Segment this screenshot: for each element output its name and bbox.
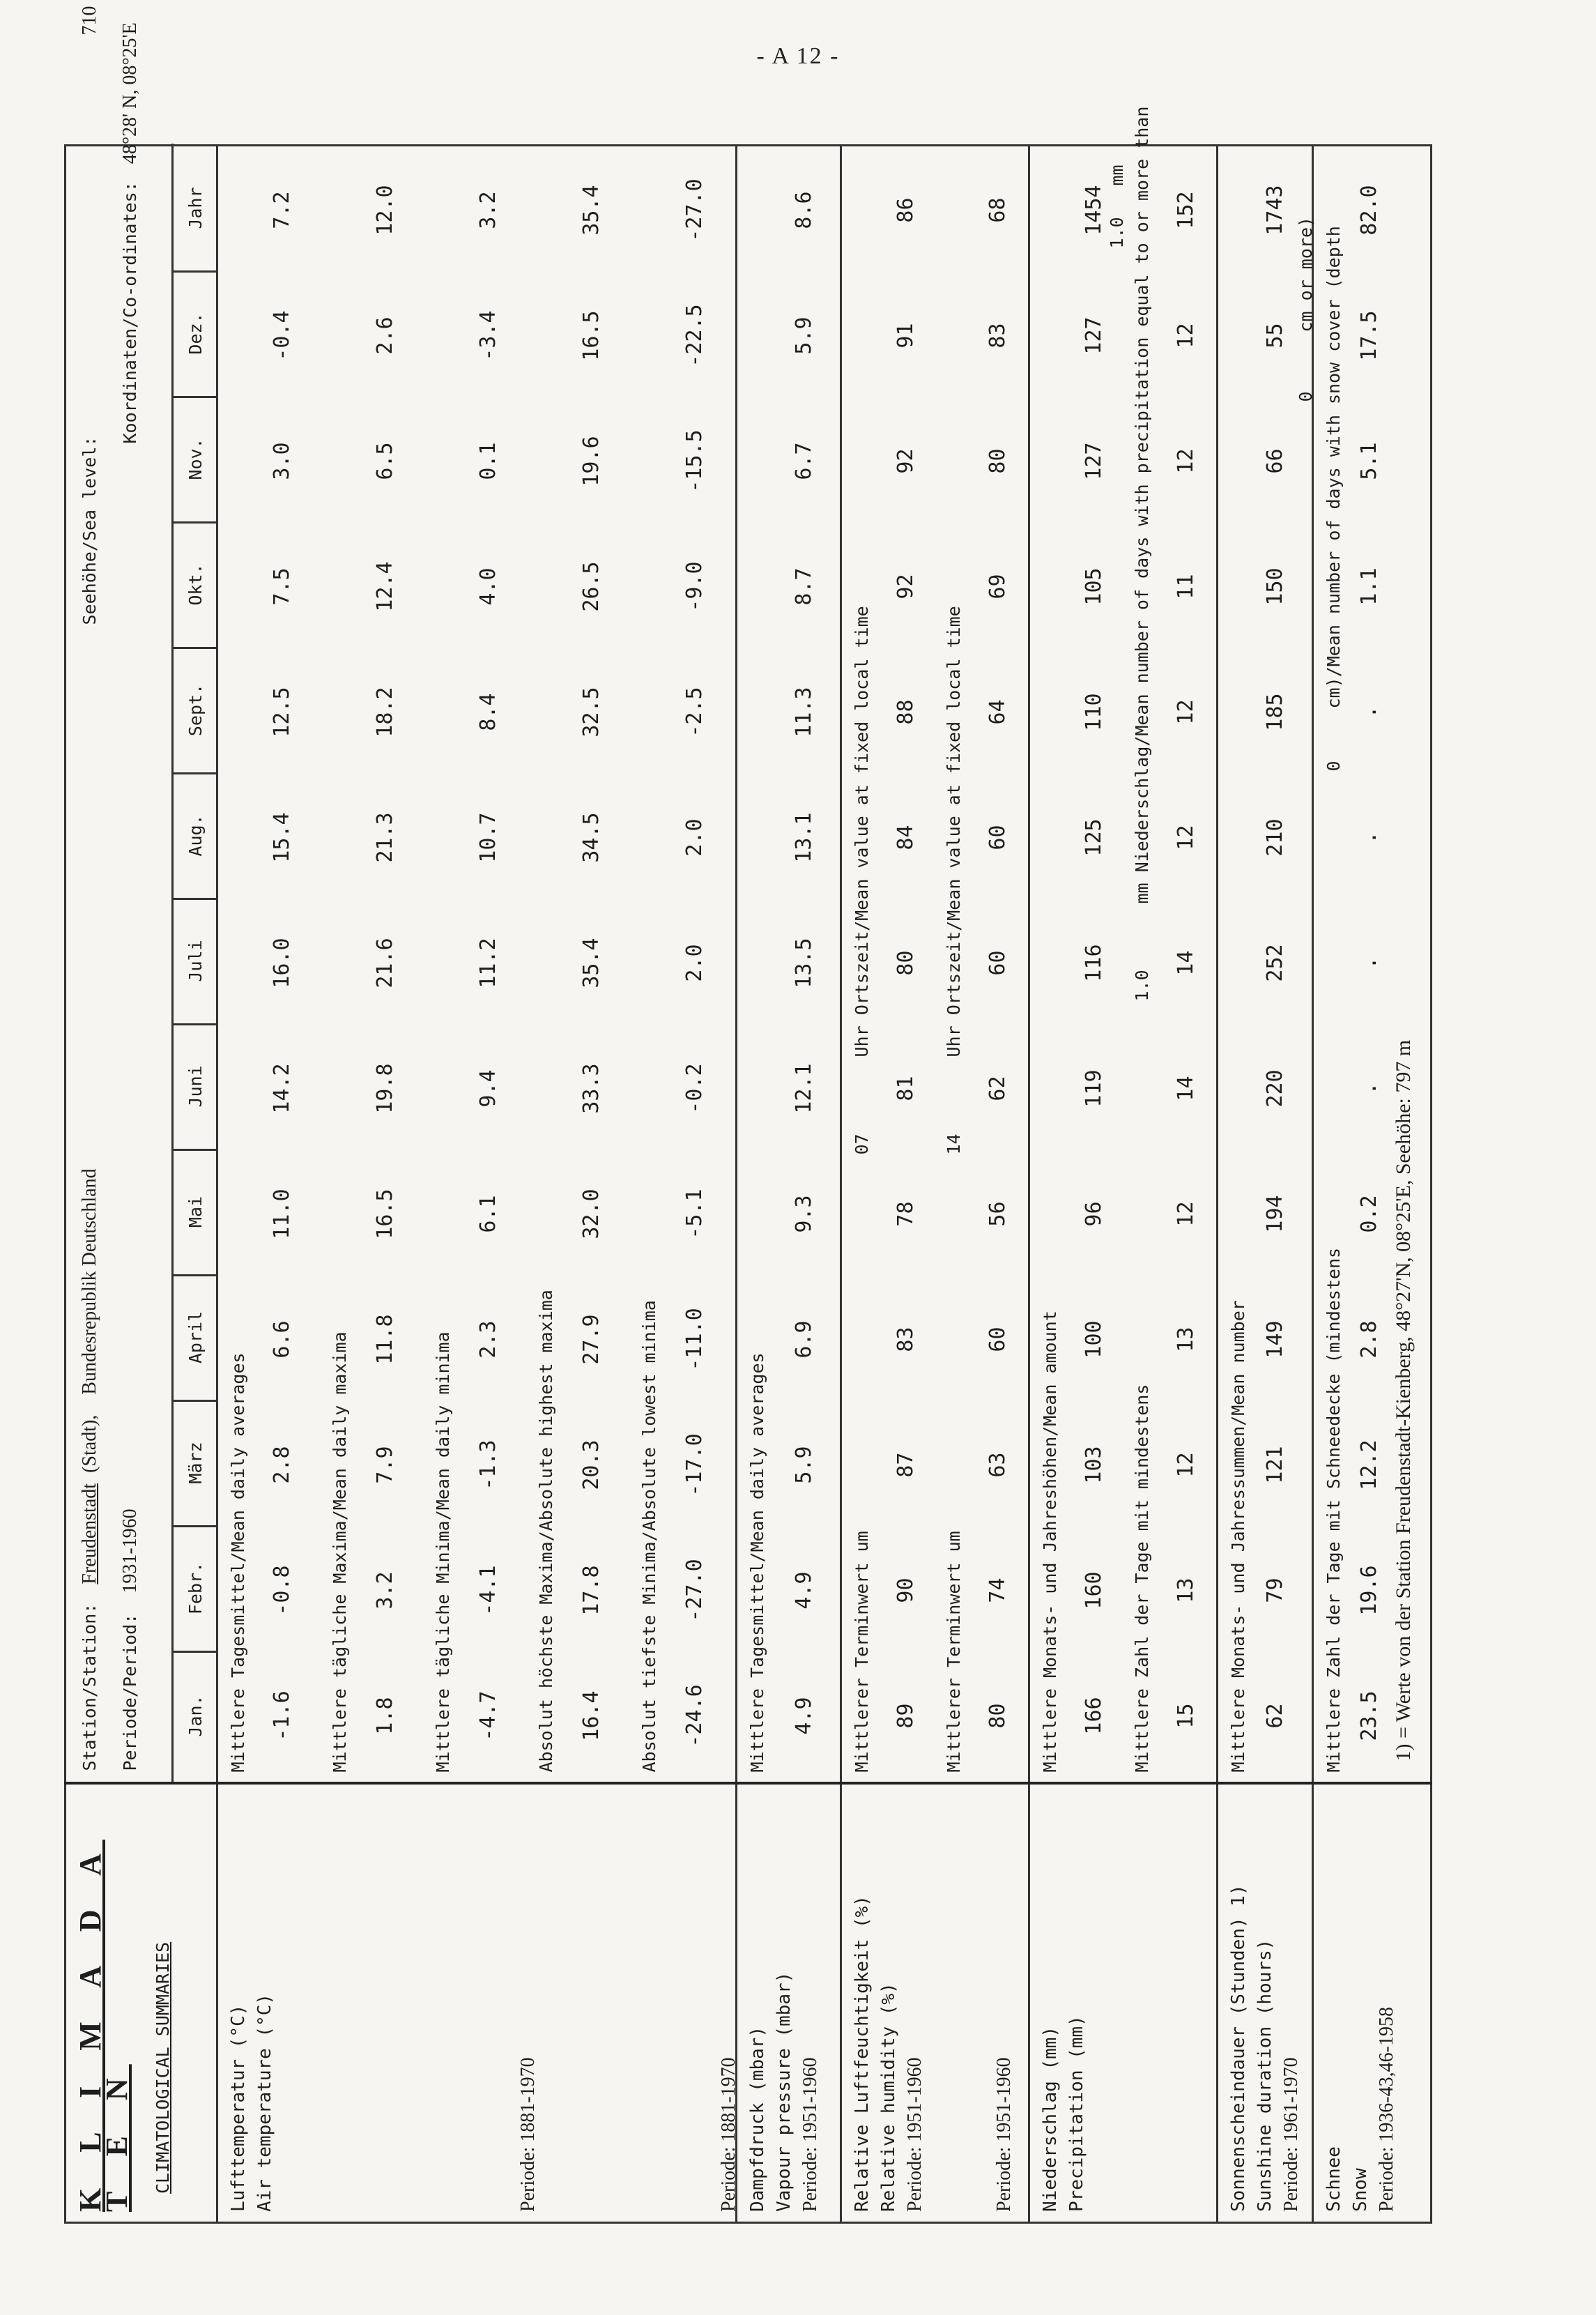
precip-amount-4: 96 (1082, 1201, 1106, 1227)
snow-value-0: 23.5 (1357, 1690, 1381, 1741)
vapour-value-6: 13.5 (792, 938, 816, 988)
temp-mean-2: 2.8 (270, 1446, 294, 1484)
precip-days-7: 12 (1174, 825, 1198, 850)
month-header-2: März (174, 1400, 218, 1528)
temp-min-7: 10.7 (476, 812, 500, 863)
vapour-value-1: 4.9 (792, 1571, 816, 1610)
sunshine-value-10: 66 (1263, 448, 1287, 474)
station-name: Freudenstadt (79, 1483, 100, 1584)
footnote: 1) = Werte von der Station Freudenstadt-Kienberg, 48°27'N, 08°25'E, Seehöhe: 797 m (1392, 1039, 1415, 1762)
precip-days-8: 12 (1174, 699, 1198, 725)
humidity-data-cell (841, 146, 1029, 1784)
snow-value-4: 0.2 (1357, 1195, 1381, 1233)
temp-mean-7: 15.4 (270, 812, 294, 863)
temp-max-11: 2.6 (373, 316, 397, 355)
humidity-period: Periode: 1951-1960 (904, 2057, 926, 2212)
snow-value-8: . (1357, 705, 1381, 719)
temp-mean-10: 3.0 (270, 442, 294, 480)
month-header-3: April (174, 1275, 218, 1403)
vapour-label-de: Dampfdruck (mbar) (747, 2026, 768, 2212)
humidity-14-0: 80 (985, 1703, 1010, 1729)
humidity-14-hour: 14 (944, 1133, 964, 1155)
sea-level-value: 710 (79, 6, 100, 36)
sunshine-value-8: 185 (1263, 693, 1287, 731)
humidity-07-hour: 07 (852, 1133, 872, 1155)
temp-absmin-9: -9.0 (682, 561, 707, 612)
temperature-data-cell (217, 146, 737, 1784)
precip-amount-12: 1454 (1082, 185, 1106, 236)
precip-amount-10: 127 (1082, 442, 1106, 480)
month-header-10: Nov. (174, 397, 218, 524)
precip-days-0: 15 (1174, 1703, 1198, 1729)
vapour-period: Periode: 1951-1960 (799, 2057, 821, 2212)
temp-mean-8: 12.5 (270, 687, 294, 738)
temp-absmax-10: 19.6 (579, 436, 604, 487)
vapour-value-10: 6.7 (792, 442, 816, 480)
temp-min-8: 8.4 (476, 693, 500, 731)
sea-level-line (79, 0, 101, 625)
temp-min-2: -1.3 (476, 1439, 500, 1490)
sunshine-label: Mittlere Monats- und Jahressummen/Mean number (1228, 1300, 1248, 1773)
temp-mean-1: -0.8 (270, 1565, 294, 1616)
temp-absmax-2: 20.3 (579, 1439, 604, 1490)
vapour-value-7: 13.1 (792, 812, 816, 863)
sunshine-period: Periode: 1961-1970 (1280, 2057, 1302, 2212)
snow-value-6: . (1357, 956, 1381, 970)
snow-value-7: . (1357, 831, 1381, 844)
month-header-6: Juli (174, 899, 218, 1026)
humidity-07-10: 92 (893, 448, 918, 474)
period-label: Periode/Period: (120, 1613, 140, 1771)
temp-absmin-8: -2.5 (682, 687, 707, 738)
month-header-5: Juni (174, 1024, 218, 1152)
precip-amount-8: 110 (1082, 693, 1106, 731)
snow-value-10: 5.1 (1357, 442, 1381, 480)
temp-absmax-5: 33.3 (579, 1063, 604, 1114)
humidity-07-4: 78 (893, 1201, 918, 1227)
precip-days-5: 14 (1174, 1076, 1198, 1101)
snow-value-1: 19.6 (1357, 1565, 1381, 1616)
humidity-07-0: 89 (893, 1703, 918, 1729)
humidity-14-label-b: Uhr Ortszeit/Mean value at fixed local time (944, 606, 964, 1057)
temp-max-9: 12.4 (373, 561, 397, 612)
snow-value-11: 17.5 (1357, 310, 1381, 361)
month-header-11: Dez. (174, 271, 218, 399)
station-label: Station/Station: (79, 1603, 100, 1771)
humidity-07-label-a: Mittlerer Terminwert um (852, 1531, 872, 1773)
period-value: 1931-1960 (119, 1508, 141, 1594)
sunshine-label-cell (1218, 1784, 1313, 2223)
vapour-value-9: 8.7 (792, 567, 816, 606)
temp-absmax-12: 35.4 (579, 185, 604, 236)
sunshine-value-3: 149 (1263, 1320, 1287, 1359)
temp-absmax-0: 16.4 (579, 1690, 604, 1741)
snow-depth: 0 (1323, 761, 1344, 772)
sunshine-value-2: 121 (1263, 1446, 1287, 1484)
humidity-14-3: 60 (985, 1327, 1010, 1352)
humidity-label-de: Relative Luftfeuchtigkeit (%) (852, 1895, 873, 2212)
vapour-value-0: 4.9 (792, 1697, 816, 1735)
precip-amount-0: 166 (1082, 1697, 1106, 1735)
sunshine-value-11: 55 (1263, 323, 1287, 349)
sunshine-value-5: 220 (1263, 1069, 1287, 1108)
precip-days-6: 14 (1174, 950, 1198, 976)
sunshine-value-0: 62 (1263, 1703, 1287, 1729)
precip-amount-5: 119 (1082, 1069, 1106, 1108)
precip-amount-label: Mittlere Monats- und Jahreshöhen/Mean amount (1040, 1311, 1060, 1773)
snow-value-2: 12.2 (1357, 1439, 1381, 1490)
humidity-07-11: 91 (893, 323, 918, 349)
humidity-14-2: 63 (985, 1452, 1010, 1478)
temp-mean-4: 11.0 (270, 1189, 294, 1239)
temp-mean-9: 7.5 (270, 567, 294, 606)
precip-days-1: 13 (1174, 1577, 1198, 1603)
sunshine-label-de: Sonnenscheindauer (Stunden) 1) (1228, 1884, 1249, 2212)
month-header-row (171, 144, 218, 1782)
humidity-14-1: 74 (985, 1577, 1010, 1603)
temp-min-9: 4.0 (476, 567, 500, 606)
humidity-14-5: 62 (985, 1076, 1010, 1101)
temp-absmin-0: -24.6 (682, 1684, 707, 1748)
temp-absmin-5: -0.2 (682, 1063, 707, 1114)
temperature-period-2: Periode: 1881-1970 (718, 2057, 739, 2212)
temp-absmax-3: 27.9 (579, 1314, 604, 1365)
vapour-value-11: 5.9 (792, 316, 816, 355)
sunshine-value-4: 194 (1263, 1195, 1287, 1233)
precip-days-3: 13 (1174, 1327, 1198, 1352)
temp-max-label: Mittlere tägliche Maxima/Mean daily maxima (330, 1331, 350, 1773)
title-cell (66, 1784, 217, 2223)
month-header-12: Jahr (174, 146, 218, 273)
snow-data-cell (1296, 146, 1432, 1784)
precip-days-threshold-2: 1.0 (1107, 217, 1127, 249)
sunshine-value-6: 252 (1263, 944, 1287, 982)
humidity-07-9: 92 (893, 574, 918, 599)
temp-absmax-6: 35.4 (579, 938, 604, 988)
humidity-label-en: Relative humidity (%) (878, 1982, 899, 2212)
temp-min-0: -4.7 (476, 1690, 500, 1741)
climatological-summaries-subtitle: CLIMATOLOGICAL SUMMARIES (153, 1941, 173, 2194)
month-header-0: Jan. (185, 1695, 206, 1737)
sunshine-value-7: 210 (1263, 818, 1287, 857)
temp-absmin-2: -17.0 (682, 1433, 707, 1497)
precip-days-4: 12 (1174, 1201, 1198, 1227)
temp-absmin-3: -11.0 (682, 1308, 707, 1371)
humidity-07-6: 80 (893, 950, 918, 976)
vapour-value-5: 12.1 (792, 1063, 816, 1114)
temp-mean-3: 6.6 (270, 1320, 294, 1359)
precip-amount-6: 116 (1082, 944, 1106, 982)
snow-label-a: Mittlere Zahl der Tage mit Schneedecke (mindestens (1323, 1247, 1344, 1773)
sunshine-value-1: 79 (1263, 1577, 1287, 1603)
station-line (79, 1168, 101, 1771)
precip-days-10: 12 (1174, 448, 1198, 474)
humidity-14-7: 60 (985, 825, 1010, 850)
temp-min-1: -4.1 (476, 1565, 500, 1616)
temp-mean-11: -0.4 (270, 310, 294, 361)
sunshine-label-en: Sunshine duration (hours) (1254, 1939, 1275, 2212)
snow-value-3: 2.8 (1357, 1320, 1381, 1359)
precip-days-2: 12 (1174, 1452, 1198, 1478)
sunshine-value-12: 1743 (1263, 185, 1287, 236)
humidity-14-10: 80 (985, 448, 1010, 474)
coords-label: Koordinaten/Co-ordinates: (120, 181, 140, 444)
temp-absmin-1: -27.0 (682, 1559, 707, 1622)
humidity-07-label-b: Uhr Ortszeit/Mean value at fixed local time (852, 606, 872, 1057)
station-country: Bundesrepublik Deutschland (79, 1168, 100, 1395)
temp-absmax-9: 26.5 (579, 561, 604, 612)
temp-min-10: 0.1 (476, 442, 500, 480)
temp-absmin-7: 2.0 (682, 818, 707, 857)
coords-line (119, 22, 141, 443)
precip-days-label-b: mm Niederschlag/Mean number of days with precipitation equal to or more than (1132, 106, 1152, 904)
humidity-14-11: 83 (985, 323, 1010, 349)
snow-label-de: Schnee (1323, 2146, 1344, 2212)
temp-absmax-1: 17.8 (579, 1565, 604, 1616)
humidity-07-3: 83 (893, 1327, 918, 1352)
humidity-14-label-a: Mittlerer Terminwert um (944, 1531, 964, 1773)
precip-amount-2: 103 (1082, 1446, 1106, 1484)
snow-label-en: Snow (1350, 2168, 1371, 2212)
snow-value-12: 82.0 (1357, 185, 1381, 236)
snow-depth-2: 0 (1296, 391, 1316, 402)
temp-max-6: 21.6 (373, 938, 397, 988)
humidity-07-7: 84 (893, 825, 918, 850)
snow-label-b: cm)/Mean number of days with snow cover (depth (1323, 226, 1344, 709)
temp-max-8: 18.2 (373, 687, 397, 738)
precip-days-12: 152 (1174, 191, 1198, 229)
vapour-value-2: 5.9 (792, 1446, 816, 1484)
vapour-data-cell (737, 146, 841, 1784)
temp-max-0: 1.8 (373, 1697, 397, 1735)
temp-max-3: 11.8 (373, 1314, 397, 1365)
temp-mean-label: Mittlere Tagesmittel/Mean daily averages (228, 1352, 248, 1773)
temp-max-4: 16.5 (373, 1189, 397, 1239)
coords-value: 48°28' N, 08°25'E (119, 22, 141, 165)
temp-min-label: Mittlere tägliche Minima/Mean daily minima (433, 1331, 453, 1773)
temp-min-3: 2.3 (476, 1320, 500, 1359)
temperature-label-cell (217, 1784, 737, 2223)
snow-value-9: 1.1 (1357, 567, 1381, 606)
humidity-label-cell (841, 1784, 1029, 2223)
humidity-07-8: 88 (893, 699, 918, 725)
humidity-14-8: 64 (985, 699, 1010, 725)
precip-amount-7: 125 (1082, 818, 1106, 857)
month-header-1: Febr. (174, 1526, 218, 1653)
temperature-period: Periode: 1881-1970 (517, 2057, 539, 2212)
temp-min-6: 11.2 (476, 938, 500, 988)
temp-absmax-8: 32.5 (579, 687, 604, 738)
page-number: - A 12 - (756, 43, 840, 69)
sunshine-value-9: 150 (1263, 567, 1287, 606)
temp-min-11: -3.4 (476, 310, 500, 361)
station-header-cell (66, 6, 217, 1784)
temp-mean-5: 14.2 (270, 1063, 294, 1114)
vapour-value-12: 8.6 (792, 191, 816, 229)
temperature-label-de: Lufttemperatur (°C) (228, 2004, 249, 2212)
sea-level-label: Seehöhe/Sea level: (79, 436, 100, 625)
temp-min-4: 6.1 (476, 1195, 500, 1233)
temp-max-5: 19.8 (373, 1063, 397, 1114)
humidity-07-12: 86 (893, 197, 918, 223)
temp-absmin-11: -22.5 (682, 304, 707, 367)
humidity-07-2: 87 (893, 1452, 918, 1478)
temp-max-12: 12.0 (373, 185, 397, 236)
humidity-period-2: Periode: 1951-1960 (993, 2057, 1015, 2212)
temp-min-12: 3.2 (476, 191, 500, 229)
precip-amount-3: 100 (1082, 1320, 1106, 1359)
precip-amount-9: 105 (1082, 567, 1106, 606)
snow-label-cell (1313, 1784, 1432, 2223)
period-line (119, 1508, 141, 1771)
humidity-07-1: 90 (893, 1577, 918, 1603)
humidity-14-9: 69 (985, 574, 1010, 599)
humidity-14-12: 68 (985, 197, 1010, 223)
klimadaten-title: K L I M A D A T E N (73, 1840, 134, 2212)
temp-absmax-11: 16.5 (579, 310, 604, 361)
vapour-value-4: 9.3 (792, 1195, 816, 1233)
snow-label-c: cm or more) (1296, 216, 1316, 333)
humidity-14-6: 60 (985, 950, 1010, 976)
precip-days-9: 11 (1174, 574, 1198, 599)
temp-absmax-4: 32.0 (579, 1189, 604, 1239)
temp-max-10: 6.5 (373, 442, 397, 480)
precip-label-de: Niederschlag (mm) (1040, 2026, 1061, 2212)
precip-days-threshold: 1.0 (1132, 970, 1152, 1002)
temp-mean-0: -1.6 (270, 1690, 294, 1741)
temp-absmin-6: 2.0 (682, 944, 707, 982)
humidity-07-5: 81 (893, 1076, 918, 1101)
vapour-value-8: 11.3 (792, 687, 816, 738)
temp-mean-6: 16.0 (270, 938, 294, 988)
precip-days-unit: mm (1107, 165, 1127, 186)
precip-label-cell (1029, 1784, 1218, 2223)
snow-period: Periode: 1936-43,46-1958 (1376, 2007, 1397, 2212)
temperature-label-en: Air temperature (°C) (254, 1993, 275, 2212)
vapour-value-3: 6.9 (792, 1320, 816, 1359)
month-header-8: Sept. (174, 648, 218, 775)
precip-label-en: Precipitation (mm) (1066, 2015, 1087, 2212)
vapour-label-cell (737, 1784, 841, 2223)
temp-absmin-label: Absolut tiefste Minima/Absolute lowest minima (639, 1300, 659, 1773)
snow-value-5: . (1357, 1082, 1381, 1095)
vapour-mean-label: Mittlere Tagesmittel/Mean daily averages (747, 1352, 767, 1773)
month-header-7: Aug. (174, 773, 218, 901)
temp-absmin-10: -15.5 (682, 429, 707, 493)
precip-days-label-a: Mittlere Zahl der Tage mit mindestens (1132, 1384, 1152, 1773)
temp-absmax-label: Absolut höchste Maxima/Absolute highest maxima (536, 1290, 556, 1773)
precip-data-cell (1029, 106, 1218, 1784)
temp-min-5: 9.4 (476, 1069, 500, 1108)
humidity-14-4: 56 (985, 1201, 1010, 1227)
temp-max-2: 7.9 (373, 1446, 397, 1484)
station-type: (Stadt), (79, 1414, 100, 1473)
precip-days-11: 12 (1174, 323, 1198, 349)
temp-max-1: 3.2 (373, 1571, 397, 1610)
month-header-9: Okt. (174, 522, 218, 650)
month-header-4: Mai (174, 1149, 218, 1277)
vapour-label-en: Vapour pressure (mbar) (774, 1971, 795, 2212)
precip-amount-1: 160 (1082, 1571, 1106, 1610)
temp-mean-12: 7.2 (270, 191, 294, 229)
temp-absmin-4: -5.1 (682, 1189, 707, 1239)
temp-absmin-12: -27.0 (682, 178, 707, 242)
precip-amount-11: 127 (1082, 316, 1106, 355)
temp-max-7: 21.3 (373, 812, 397, 863)
temp-absmax-7: 34.5 (579, 812, 604, 863)
